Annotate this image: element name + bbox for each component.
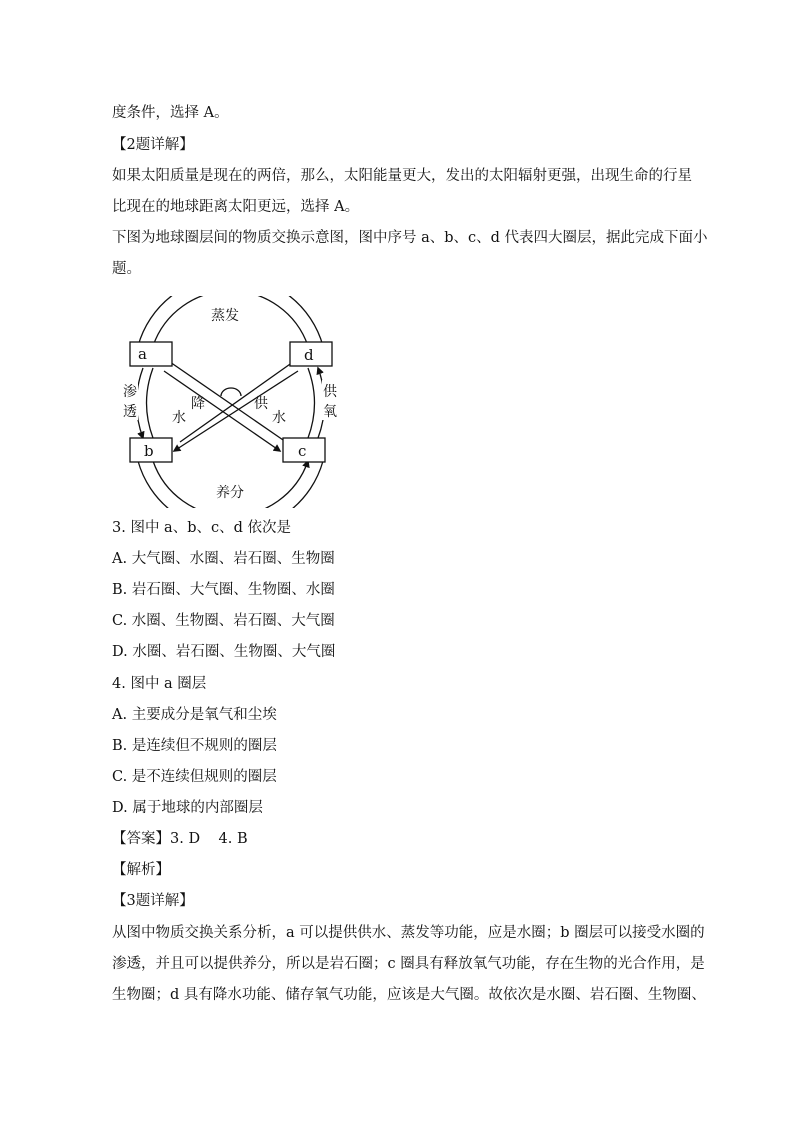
box-b-label: b bbox=[144, 442, 154, 460]
option-4b: B. 是连续但不规则的圈层 bbox=[112, 738, 277, 754]
box-d-label: d bbox=[304, 346, 314, 364]
infiltration-label-1: 渗 bbox=[123, 384, 137, 400]
right-ring-arc bbox=[308, 368, 315, 438]
option-4c: C. 是不连续但规则的圈层 bbox=[112, 769, 277, 785]
nutrients-label: 养分 bbox=[216, 485, 244, 501]
evaporation-label: 蒸发 bbox=[211, 308, 239, 324]
left-ring-arc bbox=[147, 368, 154, 438]
option-3a: A. 大气圈、水圈、岩石圈、生物圈 bbox=[112, 551, 335, 567]
option-3b: B. 岩石圈、大气圈、生物圈、水圈 bbox=[112, 582, 335, 598]
question-4: 4. 图中 a 圈层 bbox=[112, 676, 207, 692]
precip-label-1: 水 bbox=[172, 410, 186, 426]
q3-heading: 【3题详解】 bbox=[112, 893, 194, 909]
infiltration-label-2: 透 bbox=[123, 404, 137, 420]
sphere-exchange-diagram bbox=[118, 296, 348, 508]
option-4a: A. 主要成分是氧气和尘埃 bbox=[112, 707, 277, 723]
box-c-label: c bbox=[298, 442, 307, 460]
analysis-line: 生物圈；d 具有降水功能、储存氧气功能，应该是大气圈。故依次是水圈、岩石圈、生物圈、 bbox=[112, 987, 706, 1003]
section-heading: 【2题详解】 bbox=[112, 137, 194, 153]
text-line: 如果太阳质量是现在的两倍，那么，太阳能量更大，发出的太阳辐射更强，出现生命的行星 bbox=[112, 168, 692, 184]
precip-label-2: 降 bbox=[191, 396, 205, 412]
oxygen-supply-label-2: 氧 bbox=[323, 404, 337, 420]
box-a-label: a bbox=[138, 345, 147, 363]
option-3d: D. 水圈、岩石圈、生物圈、大气圈 bbox=[112, 644, 336, 660]
water-supply-label-2: 水 bbox=[272, 410, 286, 426]
analysis-heading: 【解析】 bbox=[112, 862, 170, 878]
option-3c: C. 水圈、生物圈、岩石圈、大气圈 bbox=[112, 613, 335, 629]
option-4d: D. 属于地球的内部圈层 bbox=[112, 800, 263, 816]
analysis-line: 渗透，并且可以提供养分，所以是岩石圈；c 圈具有释放氧气功能，存在生物的光合作用，是 bbox=[112, 956, 705, 972]
answer-line: 【答案】3. D 4. B bbox=[112, 831, 248, 847]
text-line: 题。 bbox=[112, 261, 141, 277]
question-3: 3. 图中 a、b、c、d 依次是 bbox=[112, 520, 291, 536]
water-supply-label-1: 供 bbox=[254, 396, 268, 412]
text-line: 比现在的地球距离太阳更远，选择 A。 bbox=[112, 199, 360, 215]
box-a bbox=[130, 342, 172, 366]
analysis-line: 从图中物质交换关系分析，a 可以提供供水、蒸发等功能，应是水圈；b 圈层可以接受水圈的 bbox=[112, 925, 705, 941]
text-line: 下图为地球圈层间的物质交换示意图，图中序号 a、b、c、d 代表四大圈层，据此完成下面小 bbox=[112, 230, 708, 246]
text-line: 度条件，选择 A。 bbox=[112, 105, 229, 121]
oxygen-supply-label-1: 供 bbox=[323, 384, 337, 400]
